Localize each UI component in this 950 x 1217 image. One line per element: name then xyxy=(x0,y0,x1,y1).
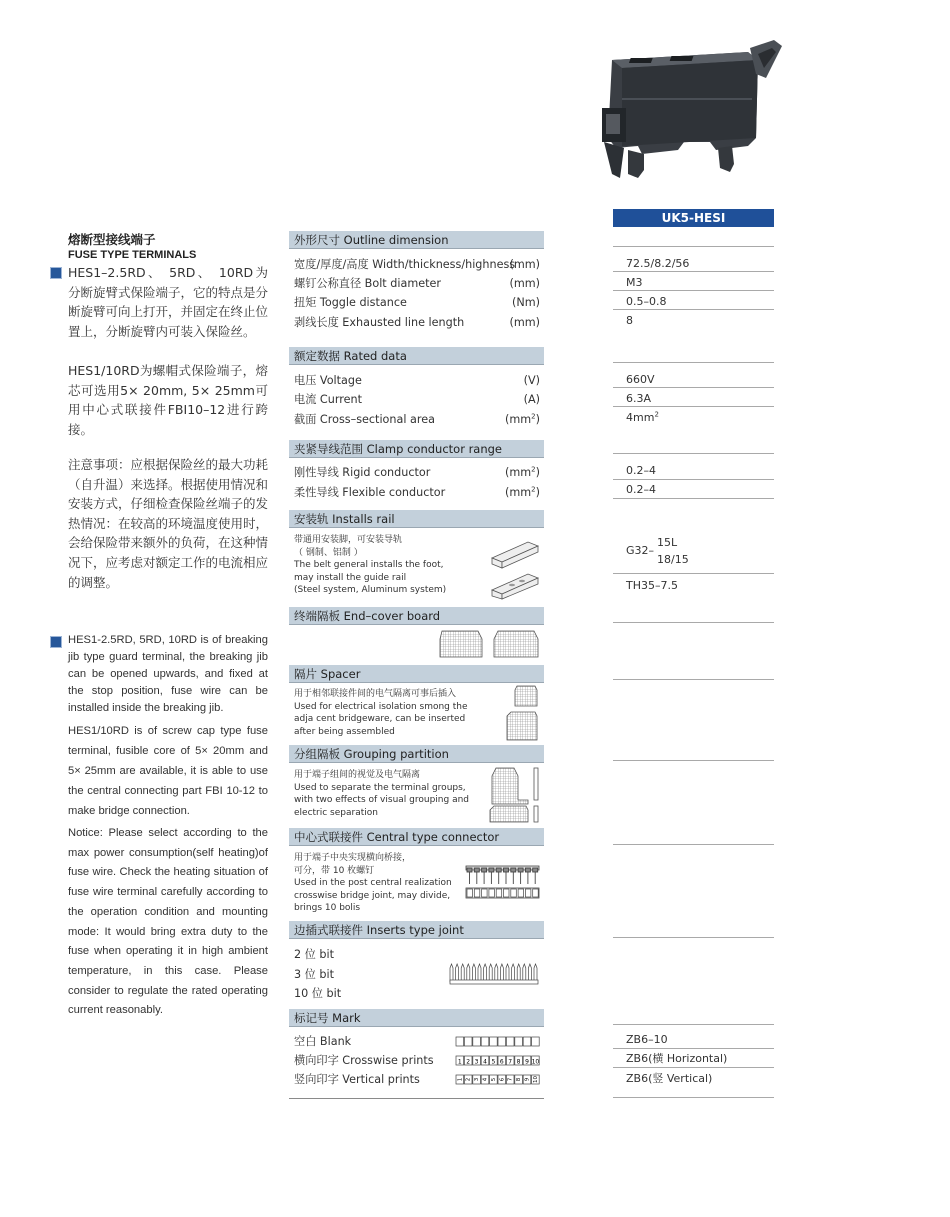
rail-header: 安装轨 Installs rail xyxy=(289,510,544,528)
end-cover-board-icon xyxy=(438,629,542,659)
value-divider xyxy=(613,760,774,761)
rated-row xyxy=(294,392,540,408)
crosswise-digit: 6 xyxy=(499,1058,504,1066)
value-divider xyxy=(613,406,774,407)
outline-row xyxy=(294,295,540,311)
row-unit: (mm) xyxy=(509,277,540,290)
value-rail-2: TH35–7.5 xyxy=(626,579,678,592)
value-divider xyxy=(613,622,774,623)
vertical-digit: 4 xyxy=(482,1077,489,1082)
crosswise-digit: 8 xyxy=(516,1058,521,1066)
value-divider xyxy=(613,309,774,310)
table-bottom-rule xyxy=(289,1098,544,1099)
value-flexible: 0.2–4 xyxy=(626,483,656,496)
outline-row xyxy=(294,315,540,331)
outline-row xyxy=(294,276,540,292)
model-header: UK5-HESI xyxy=(613,209,774,227)
cn-paragraph-2: HES1/10RD为螺帽式保险端子，熔芯可选用5× 20mm, 5× 25mm可用中心式联接件FBI10–12进行跨接。 xyxy=(68,363,268,437)
en-paragraph-1: HES1-2.5RD, 5RD, 10RD is of breaking jib type guard terminal, the breaking jib can be opened upwards, and fixed at the stop position, fuse wire can be installed inside the breaking jib. xyxy=(68,634,268,714)
value-rail-prefix: G32– xyxy=(626,544,655,557)
value-divider xyxy=(613,1097,774,1098)
endcover-header: 终端隔板 End–cover board xyxy=(289,607,544,625)
value-divider xyxy=(613,1067,774,1068)
value-divider xyxy=(613,362,774,363)
crosswise-digit: 2 xyxy=(466,1058,471,1066)
row-label: 截面 Cross–sectional area xyxy=(294,413,435,426)
din-rail-icon xyxy=(488,536,542,600)
row-unit: (Nm) xyxy=(512,296,540,309)
vertical-digit: 2 xyxy=(465,1077,472,1082)
mark-row: 竖向印字 Vertical prints xyxy=(294,1073,420,1086)
vertical-digit: 8 xyxy=(516,1077,523,1082)
vertical-digit: 7 xyxy=(507,1077,514,1082)
value-divider xyxy=(613,937,774,938)
value-mark-blank: ZB6–10 xyxy=(626,1033,668,1046)
row-unit: $(mm^2)$ xyxy=(504,412,540,426)
value-current: 6.3A xyxy=(626,392,652,405)
en-paragraph-2: HES1/10RD is of screw cap type fuse terminal, fusible core of 5× 20mm and 5× 25mm are available, it is able to use the central connecting part FBI 10-12 to make bridge connection. xyxy=(68,725,268,817)
value-rail-bottom: 18/15 xyxy=(657,553,689,566)
title-cn: 熔断型接线端子 xyxy=(68,232,156,247)
row-unit: (A) xyxy=(523,393,540,406)
value-strip-length: 8 xyxy=(626,314,633,327)
value-divider xyxy=(613,479,774,480)
vertical-digit: 9 xyxy=(524,1077,531,1082)
clamp-row xyxy=(294,485,540,501)
value-divider xyxy=(613,387,774,388)
spacer-header: 隔片 Spacer xyxy=(289,665,544,683)
clamp-row xyxy=(294,465,540,481)
row-unit: $(mm^2)$ xyxy=(504,465,540,479)
vertical-digit: 10 xyxy=(532,1076,539,1083)
cn-paragraph-1: HES1–2.5RD、 5RD、 10RD为 分断旋臂式保险端子，它的特点是分断旋臂可向上打开，并固定在终止位置上，分断旋臂内可装入保险丝。 xyxy=(68,265,269,339)
crosswise-digit: 7 xyxy=(508,1058,513,1066)
value-bolt-diameter: M3 xyxy=(626,276,643,289)
crosswise-digit: 3 xyxy=(474,1058,479,1066)
mark-row: 横向印字 Crosswise prints xyxy=(294,1054,434,1067)
vertical-digit: 5 xyxy=(490,1077,497,1082)
value-voltage: 660V xyxy=(626,373,655,386)
inserts-row: 2 位 bit xyxy=(294,948,335,961)
cn-paragraph-3: 注意事项：应根据保险丝的最大功耗（自升温）来选择。根据使用情况和安装方式，仔细检查保险丝端子的发热情况：在较高的环境温度使用时，会给保险带来额外的负荷，在这种情况下，应考虑对额定工作的电流相应的调整。 xyxy=(68,457,269,590)
row-label: 剥线长度 Exhausted line length xyxy=(294,316,465,329)
outline-header: 外形尺寸 Outline dimension xyxy=(289,231,544,249)
vertical-digit: 3 xyxy=(474,1077,481,1082)
inserts-row: 3 位 bit xyxy=(294,968,335,981)
value-rigid: 0.2–4 xyxy=(626,464,656,477)
crosswise-digit: 9 xyxy=(525,1058,529,1066)
value-mark-vertical: ZB6(竖 Vertical) xyxy=(626,1072,713,1085)
row-unit: (mm) xyxy=(509,316,540,329)
bullet-square-icon xyxy=(50,267,62,279)
rail-description: 带通用安装脚，可安装导轨 （ 钢制、铝制 ） The belt general installs the foot, may install the guide rail (Steel system, Aluminum system) xyxy=(294,535,447,596)
spacer-description: 用于相邻联接件间的电气隔离可事后插入 Used for electrical isolation smong the adja cent bridgeware, can be inserted after being assembled xyxy=(294,689,468,737)
clamp-header: 夹紧导线范围 Clamp conductor range xyxy=(289,440,544,458)
vertical-digit: 1 xyxy=(457,1077,464,1082)
value-divider xyxy=(613,246,774,247)
crosswise-digit: 10 xyxy=(531,1058,540,1066)
inserts-row: 10 位 bit xyxy=(294,987,342,1000)
value-divider xyxy=(613,679,774,680)
central-header: 中心式联接件 Central type connector xyxy=(289,828,544,846)
mark-header: 标记号 Mark xyxy=(289,1009,544,1027)
marker-strips-icon xyxy=(454,1035,542,1095)
grouping-partition-icon xyxy=(488,766,542,824)
inserts-joint-icon xyxy=(448,962,542,986)
rated-row xyxy=(294,412,540,428)
spacer-icon xyxy=(505,684,541,742)
value-divider xyxy=(613,844,774,845)
value-divider xyxy=(613,1048,774,1049)
row-label: 电流 Current xyxy=(294,393,362,406)
value-mark-crosswise: ZB6(横 Horizontal) xyxy=(626,1052,728,1065)
value-divider xyxy=(613,271,774,272)
title-en: FUSE TYPE TERMINALS xyxy=(68,249,197,261)
row-label: 电压 Voltage xyxy=(294,374,362,387)
bullet-square-icon xyxy=(50,636,62,648)
value-torque: 0.5–0.8 xyxy=(626,295,667,308)
value-cross-section: $4mm^2$ xyxy=(626,410,659,424)
vertical-digit: 6 xyxy=(499,1077,506,1082)
section-title xyxy=(68,230,278,261)
row-unit: (V) xyxy=(523,374,540,387)
fuse-terminal-product-image xyxy=(598,38,788,183)
crosswise-digit: 4 xyxy=(483,1058,487,1066)
crosswise-digit: 1 xyxy=(457,1058,462,1066)
rated-row xyxy=(294,373,540,389)
value-dimensions: 72.5/8.2/56 xyxy=(626,257,690,270)
value-divider xyxy=(613,498,774,499)
value-rail-top: 15L xyxy=(657,536,678,549)
value-divider xyxy=(613,290,774,291)
grouping-description: 用于端子组间的视觉及电气隔离 Used to separate the terminal groups, with two effects of visual grouping and electric separation xyxy=(294,770,469,818)
value-divider xyxy=(613,1024,774,1025)
central-connector-icon xyxy=(463,864,543,902)
grouping-header: 分组隔板 Grouping partition xyxy=(289,745,544,763)
value-divider xyxy=(613,573,774,574)
row-label: 宽度/厚度/高度 Width/thickness/highness xyxy=(294,258,516,271)
outline-row xyxy=(294,257,540,273)
mark-row: 空白 Blank xyxy=(294,1035,352,1048)
inserts-header: 边插式联接件 Inserts type joint xyxy=(289,921,544,939)
crosswise-digit: 5 xyxy=(491,1058,496,1066)
value-divider xyxy=(613,453,774,454)
row-label: 螺钉公称直径 Bolt diameter xyxy=(294,277,441,290)
row-unit: (mm) xyxy=(509,258,540,271)
row-label: 柔性导线 Flexible conductor xyxy=(294,486,446,499)
central-description: 用于端子中央实现横向桥接， 可分，带 10 枚螺钉 Used in the post central realization crosswise bridge joint, may divide, brings 10 bolis xyxy=(294,853,452,914)
en-paragraph-3: Notice: Please select according to the max power consumption(self heating)of fuse wire. Check the heating situation of fuse wire terminal carefully according to the operation condition and mounting mode: It would bring extra duty to the fuse when operating it in high ambient temperature, in this case. Please consider to regulate the rated operating current reasonably. xyxy=(68,827,268,1017)
row-label: 刚性导线 Rigid conductor xyxy=(294,466,431,479)
row-label: 扭矩 Toggle distance xyxy=(294,296,407,309)
rated-header: 额定数据 Rated data xyxy=(289,347,544,365)
row-unit: $(mm^2)$ xyxy=(504,485,540,499)
